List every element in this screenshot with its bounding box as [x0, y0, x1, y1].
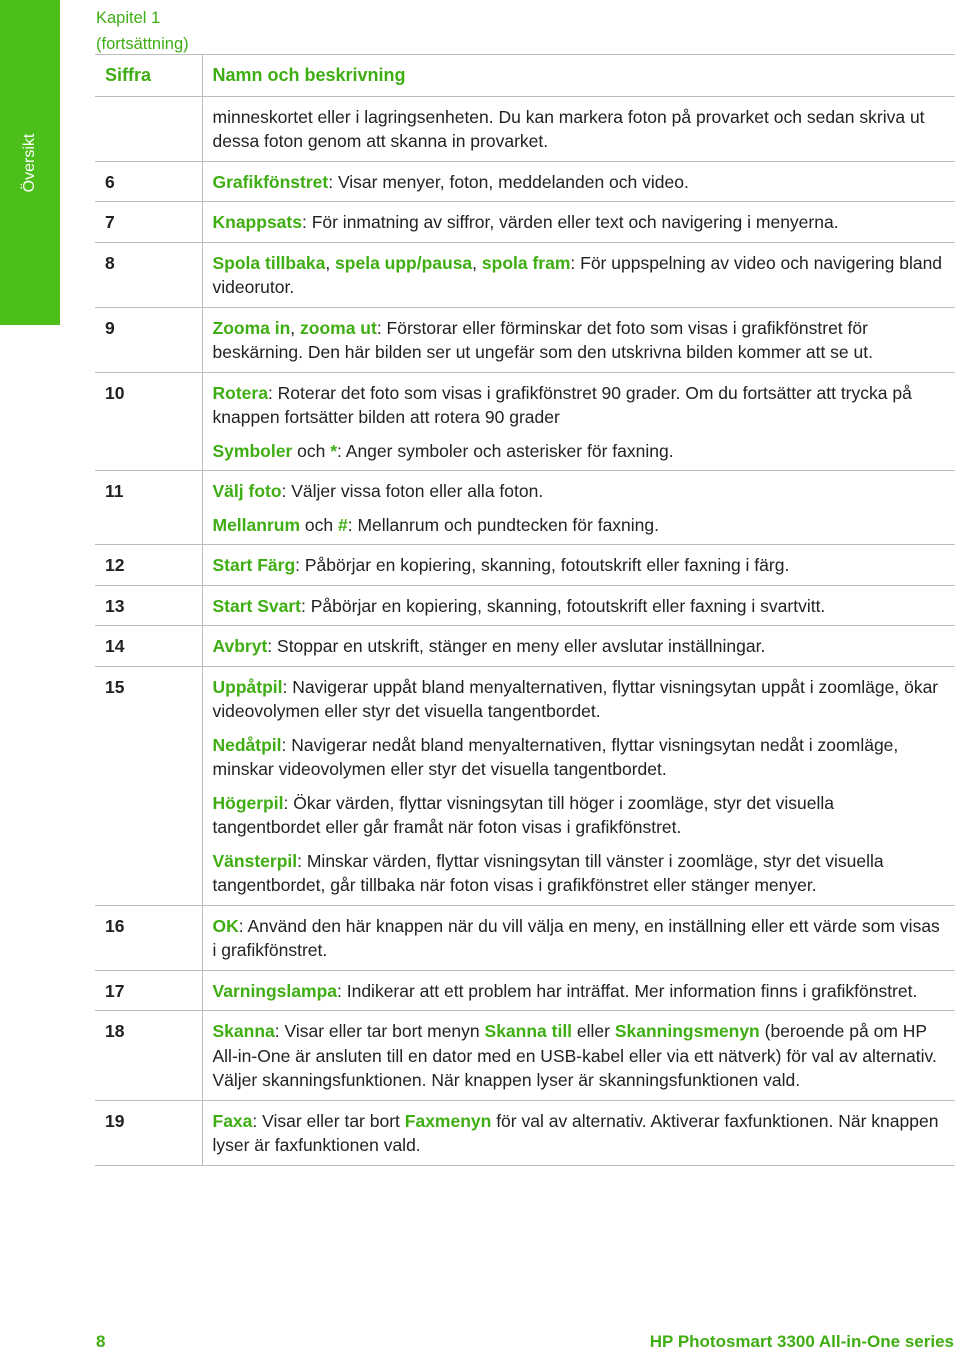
description-text: : Påbörjar en kopiering, skanning, fotoutskrift eller faxning i färg.: [295, 555, 790, 575]
button-name: Vänsterpil: [212, 850, 298, 871]
description-text: : Mellanrum och pundtecken för faxning.: [347, 514, 660, 535]
description-paragraph: [213, 791, 946, 840]
button-name: Start Svart: [212, 595, 302, 616]
description-text: minneskortet eller i lagringsenheten. Du kan markera foton på provarket och sedan skriva ut dessa foton genom att skanna in provarket.: [212, 106, 925, 151]
button-name: spola fram: [481, 252, 571, 273]
button-name: Faxmenyn: [404, 1110, 492, 1131]
description-paragraph: [213, 513, 946, 538]
button-name: Knappsats: [212, 212, 302, 232]
table-row: [95, 585, 955, 626]
description-text: : För inmatning av siffror, värden eller text och navigering i menyerna.: [301, 212, 839, 232]
row-description: [202, 202, 955, 243]
row-description: [202, 307, 955, 372]
description-text: för val av alternativ. Aktiverar faxfunktionen. När knappen lyser är faxfunktionen vald.: [212, 1110, 939, 1155]
table-row: [95, 970, 955, 1011]
description-paragraph: [213, 170, 946, 195]
description-paragraph: [213, 381, 946, 430]
side-tab-label: Översikt: [21, 133, 38, 193]
row-number: 17: [95, 970, 202, 1011]
row-description: [202, 545, 955, 586]
button-name: Skanna till: [484, 1021, 573, 1041]
row-number: 19: [95, 1100, 202, 1165]
description-paragraph: [213, 979, 946, 1004]
button-name: Start Färg: [212, 555, 296, 575]
description-text: och: [300, 514, 338, 535]
description-paragraph: [213, 479, 946, 504]
description-paragraph: [213, 316, 946, 365]
row-description: [202, 1100, 955, 1165]
chapter-continuation: (fortsättning): [96, 35, 189, 53]
table-row: [95, 242, 955, 307]
table-row: [95, 905, 955, 970]
description-paragraph: [213, 439, 946, 464]
button-name: spela upp/pausa: [335, 252, 473, 273]
table-row: [95, 307, 955, 372]
row-number: 9: [95, 307, 202, 372]
description-paragraph: [213, 914, 946, 963]
description-text: : Anger symboler och asterisker för faxning.: [337, 440, 674, 461]
row-description: [202, 471, 955, 545]
row-number: 18: [95, 1011, 202, 1101]
description-text: : Navigerar nedåt bland menyalternativen, flyttar visningsytan nedåt i zoomläge, minskar videovolymen eller styr det visuella tangentbordet.: [212, 734, 899, 779]
row-description: [202, 626, 955, 667]
row-description: [202, 161, 955, 202]
product-name: HP Photosmart 3300 All-in-One series: [649, 1332, 954, 1351]
button-name: Varningslampa: [212, 980, 337, 1001]
button-name: OK: [212, 915, 239, 936]
row-number: 8: [95, 242, 202, 307]
description-text: : Roterar det foto som visas i grafikfönstret 90 grader. Om du fortsätter att trycka på knappen fortsätter bilden att rotera 90 grader: [212, 382, 912, 427]
button-name: Nedåtpil: [212, 734, 282, 755]
description-text: : Navigerar uppåt bland menyalternativen, flyttar visningsytan uppåt i zoomläge, ökar videovolymen eller styr det visuella tangentbordet.: [212, 676, 939, 721]
chapter-title: Kapitel 1: [96, 9, 161, 27]
table-row: [95, 471, 955, 545]
description-paragraph: [213, 849, 946, 898]
button-name: Grafikfönstret: [212, 171, 329, 192]
description-paragraph: [213, 553, 946, 578]
description-text: : Visar eller tar bort: [252, 1110, 405, 1131]
description-paragraph: [213, 675, 946, 724]
button-name: Skanningsmenyn: [614, 1021, 760, 1041]
row-number: [95, 96, 202, 161]
button-name: Välj foto: [212, 481, 282, 501]
description-paragraph: [213, 594, 946, 619]
row-description: [202, 666, 955, 905]
description-paragraph: [213, 1109, 946, 1158]
description-text: : För uppspelning av video och navigering bland videorutor.: [212, 252, 943, 297]
description-text: : Indikerar att ett problem har inträffat. Mer information finns i grafikfönstret.: [337, 980, 918, 1001]
button-name: Mellanrum: [212, 514, 301, 535]
table-row: [95, 545, 955, 586]
column-header-description: Namn och beskrivning: [202, 55, 955, 97]
button-name: #: [337, 514, 348, 535]
table-row: [95, 202, 955, 243]
row-description: [202, 372, 955, 471]
description-text: : Påbörjar en kopiering, skanning, fotoutskrift eller faxning i svartvitt.: [301, 595, 826, 616]
button-name: Skanna: [212, 1021, 275, 1041]
table-row: [95, 666, 955, 905]
button-name: Avbryt: [212, 636, 268, 656]
row-number: 7: [95, 202, 202, 243]
row-number: 15: [95, 666, 202, 905]
button-name: Spola tillbaka: [212, 252, 326, 273]
table-header-row: [95, 55, 955, 97]
description-paragraph: [213, 251, 946, 300]
description-text: : Använd den här knappen när du vill välja en meny, en inställning eller ett värde som visas i grafikfönstret.: [212, 915, 940, 960]
row-description: [202, 585, 955, 626]
row-description: [202, 970, 955, 1011]
description-paragraph: [213, 210, 946, 235]
page-number: 8: [96, 1332, 106, 1351]
description-text: : Ökar värden, flyttar visningsytan till höger i zoomläge, styr det visuella tangentbordet eller går framåt när foton visas i grafikfönstret.: [212, 792, 834, 837]
row-description: [202, 1011, 955, 1101]
button-name: zooma ut: [300, 317, 377, 338]
row-number: 14: [95, 626, 202, 667]
button-name: Symboler: [212, 440, 293, 461]
description-text: : Visar eller tar bort menyn: [274, 1021, 485, 1041]
row-number: 11: [95, 471, 202, 545]
row-description: [202, 96, 955, 161]
description-text: : Stoppar en utskrift, stänger en meny eller avslutar inställningar.: [267, 636, 766, 656]
description-paragraph: [213, 733, 946, 782]
row-number: 6: [95, 161, 202, 202]
row-number: 13: [95, 585, 202, 626]
chapter-heading: [96, 5, 189, 57]
description-text: : Minskar värden, flyttar visningsytan till vänster i zoomläge, styr det visuella tangentbordet, går tillbaka när foton visas i grafikfönstret eller stänger menyer.: [212, 850, 884, 895]
table-row: [95, 1100, 955, 1165]
button-name: Rotera: [212, 382, 268, 403]
table-row: [95, 96, 955, 161]
table-row: [95, 1011, 955, 1101]
description-text: och: [292, 440, 331, 461]
row-number: 16: [95, 905, 202, 970]
description-text: (beroende på om HP All-in-One är ansluten till en dator med en USB-kabel eller via ett nätverk) för val av alternativ. Väljer skanningsfunktionen. När knappen lyser är skanningsfunktionen vald.: [212, 1021, 937, 1090]
row-description: [202, 242, 955, 307]
description-paragraph: [213, 105, 946, 154]
column-header-number: Siffra: [95, 55, 202, 97]
description-text: ,: [325, 252, 336, 273]
row-number: 12: [95, 545, 202, 586]
button-name: Högerpil: [212, 792, 284, 813]
table-row: [95, 372, 955, 471]
description-paragraph: [213, 1019, 946, 1093]
row-number: 10: [95, 372, 202, 471]
table-row: [95, 161, 955, 202]
description-text: eller: [572, 1021, 615, 1041]
button-name: *: [330, 440, 338, 461]
table-row: [95, 626, 955, 667]
button-name: Faxa: [212, 1110, 253, 1131]
description-text: : Väljer vissa foton eller alla foton.: [281, 481, 544, 501]
description-text: : Visar menyer, foton, meddelanden och video.: [328, 171, 689, 192]
side-tab: [0, 0, 60, 325]
description-paragraph: [213, 634, 946, 659]
row-description: [202, 905, 955, 970]
table-body: [95, 96, 955, 1165]
description-text: ,: [290, 317, 301, 338]
button-description-table: [95, 54, 955, 1166]
description-text: ,: [472, 252, 482, 273]
button-name: Uppåtpil: [212, 676, 283, 697]
button-name: Zooma in: [212, 317, 291, 338]
description-text: : Förstorar eller förminskar det foto som visas i grafikfönstret för beskärning. Den här bilden ser ut ungefär som den utskrivna bilden kommer att se ut.: [212, 317, 873, 362]
